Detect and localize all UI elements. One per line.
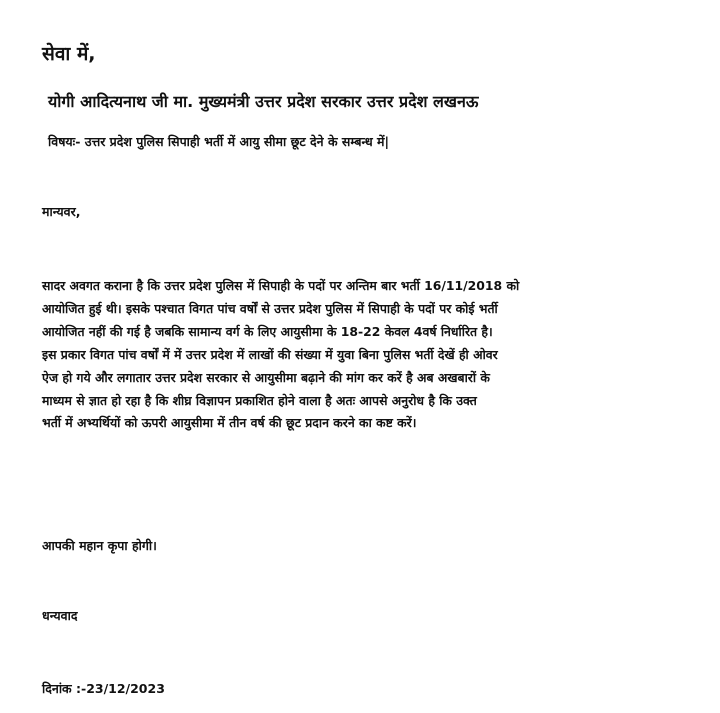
thanks: धन्यवाद — [42, 608, 78, 623]
body-line: सादर अवगत कराना है कि उत्तर प्रदेश पुलिस में सिपाही के पदों पर अन्तिम बार भर्ती 16/11/2018 को — [42, 278, 520, 293]
date: दिनांक :-23/12/2023 — [42, 681, 165, 696]
body-line: इस प्रकार विगत पांच वर्षों में में उत्तर प्रदेश में लाखों की संख्या में युवा बिना पुलिस भर्ती देखें ही ओवर — [42, 346, 498, 362]
greeting: मान्यवर, — [42, 204, 81, 219]
body-line: आयोजित हुई थी। इसके पश्चात विगत पांच वर्षों से उत्तर प्रदेश पुलिस में सिपाही के पदों पर कोई भर्ती — [42, 300, 498, 316]
subject-line: विषयः- उत्तर प्रदेश पुलिस सिपाही भर्ती में आयु सीमा छूट देने के सम्बन्ध में| — [48, 134, 390, 149]
closing-remark: आपकी महान कृपा होगी। — [42, 538, 157, 553]
body-line: ऐज हो गये और लगातार उत्तर प्रदेश सरकार से आयुसीमा बढ़ाने की मांग कर करें है अब अखबारों के — [42, 369, 490, 385]
letter-body — [42, 275, 682, 435]
salutation-to: सेवा में, — [42, 43, 96, 65]
body-line: आयोजित नहीं की गई है जबकि सामान्य वर्ग के लिए आयुसीमा के 18-22 केवल 4वर्ष निर्धारित है। — [42, 323, 493, 339]
addressee: योगी आदित्यनाथ जी मा. मुख्यमंत्री उत्तर प्रदेश सरकार उत्तर प्रदेश लखनऊ — [48, 92, 479, 111]
body-line: माध्यम से ज्ञात हो रहा है कि शीघ्र विज्ञापन प्रकाशित होने वाला है अतः आपसे अनुरोध है कि उक्त — [42, 392, 477, 408]
body-line: भर्ती में अभ्यर्थियों को ऊपरी आयुसीमा में तीन वर्ष की छूट प्रदान करने का कष्ट करें। — [42, 415, 417, 431]
